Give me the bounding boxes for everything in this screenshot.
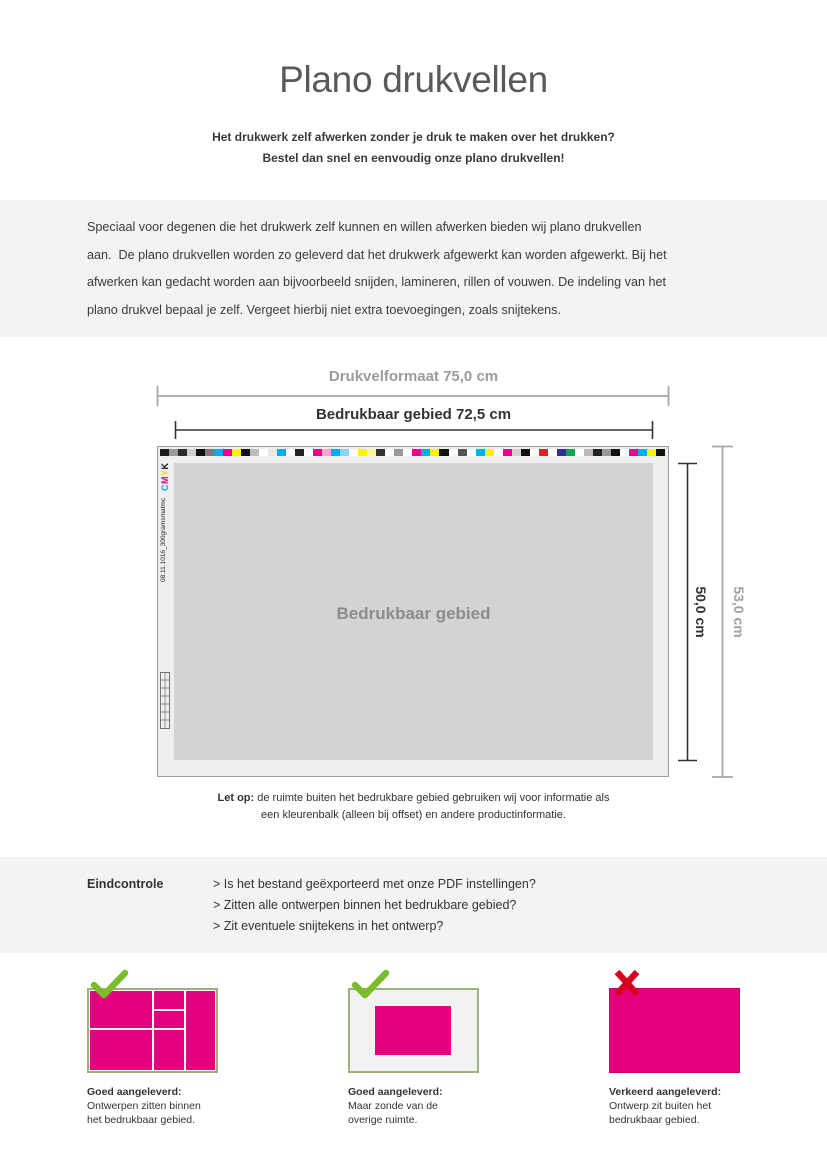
sheet-format-label: Drukvelformaat 75,0 cm xyxy=(328,368,499,385)
intro-line: afwerken kan gedacht worden aan bijvoorbeeld snijden, lamineren, rillen of vouwen. De indeling van het xyxy=(87,275,666,290)
design-block xyxy=(375,1006,451,1055)
cmyk-letter-m: M xyxy=(160,476,170,484)
printable-area-label: Bedrukbaar gebied xyxy=(336,603,491,623)
design-block xyxy=(186,991,215,1070)
checklist-item: > Zit eventuele snijtekens in het ontwerp? xyxy=(213,919,444,933)
color-swatch xyxy=(503,449,512,456)
note-label: Let op: xyxy=(217,792,255,804)
color-swatch xyxy=(620,449,629,456)
color-swatch xyxy=(512,449,521,456)
color-swatch xyxy=(584,449,593,456)
caption-title: Goed aangeleverd: xyxy=(87,1086,182,1098)
caption-title: Goed aangeleverd: xyxy=(348,1086,443,1098)
design-block xyxy=(154,1030,184,1070)
example-caption xyxy=(609,1085,721,1127)
status-icon xyxy=(611,967,643,1004)
cmyk-label xyxy=(160,463,170,491)
status-icon xyxy=(89,968,129,1005)
color-swatch xyxy=(548,449,557,456)
color-swatch xyxy=(467,449,476,456)
color-swatch xyxy=(638,449,647,456)
color-swatch xyxy=(557,449,566,456)
color-swatch xyxy=(313,449,322,456)
color-swatch xyxy=(421,449,430,456)
color-swatch xyxy=(223,449,232,456)
design-block xyxy=(90,1030,152,1070)
checkmark-icon xyxy=(89,968,129,1000)
color-swatch xyxy=(485,449,494,456)
color-swatch xyxy=(539,449,548,456)
color-swatch xyxy=(295,449,304,456)
intro-line: aan. De plano drukvellen worden zo geleverd dat het drukwerk afgewerkt kan worden afgewerkt. Bij het xyxy=(87,247,667,262)
color-swatch xyxy=(367,449,376,456)
intro-line: plano drukvel bepaal je zelf. Vergeet hierbij niet extra toevoegingen, zoals snijtekens. xyxy=(87,303,561,318)
color-swatch xyxy=(385,449,394,456)
color-swatch xyxy=(575,449,584,456)
note-line xyxy=(0,790,827,807)
color-swatch xyxy=(349,449,358,456)
printable-width-label: Bedrukbaar gebied 72,5 cm xyxy=(315,406,512,423)
color-swatch xyxy=(449,449,458,456)
intro-line: Speciaal voor degenen die het drukwerk zelf kunnen en willen afwerken bieden wij plano drukvellen xyxy=(87,220,642,234)
color-swatch xyxy=(430,449,439,456)
sheet-height-label: 53,0 cm xyxy=(731,586,747,638)
color-swatch xyxy=(647,449,656,456)
color-swatch xyxy=(439,449,448,456)
page-subtitle xyxy=(0,127,827,169)
color-swatch xyxy=(340,449,349,456)
color-swatch xyxy=(286,449,295,456)
color-swatch xyxy=(593,449,602,456)
checklist-items xyxy=(213,874,536,937)
color-swatch xyxy=(566,449,575,456)
color-swatch xyxy=(259,449,268,456)
subtitle-line: Bestel dan snel en eenvoudig onze plano drukvellen! xyxy=(262,151,565,165)
sheet-code-label: 08.11.1016_300gramsmatmc xyxy=(160,497,167,582)
color-swatch xyxy=(241,449,250,456)
note-text: de ruimte buiten het bedrukbare gebied gebruiken wij voor informatie als xyxy=(257,792,610,804)
color-swatch xyxy=(160,449,169,456)
color-swatch xyxy=(214,449,223,456)
sheet-width-dimension xyxy=(158,386,669,406)
color-swatch xyxy=(187,449,196,456)
caption-line: overige ruimte. xyxy=(348,1114,418,1126)
subtitle-line: Het drukwerk zelf afwerken zonder je druk te maken over het drukken? xyxy=(212,130,615,144)
page-title: Plano drukvellen xyxy=(279,59,548,100)
design-block xyxy=(154,1011,184,1028)
printable-area xyxy=(174,463,653,760)
color-swatch xyxy=(178,449,187,456)
note-line: een kleurenbalk (alleen bij offset) en andere productinformatie. xyxy=(261,809,566,821)
checklist-section xyxy=(0,857,827,953)
caption-line: Maar zonde van de xyxy=(348,1100,438,1112)
color-swatch xyxy=(250,449,259,456)
color-swatch xyxy=(268,449,277,456)
status-icon xyxy=(350,968,390,1005)
color-swatch xyxy=(412,449,421,456)
color-swatch xyxy=(394,449,403,456)
color-swatch xyxy=(494,449,503,456)
design-block xyxy=(154,991,184,1009)
register-marks-icon xyxy=(160,672,170,729)
example-caption xyxy=(87,1085,201,1127)
cmyk-letter-c: C xyxy=(160,484,170,491)
color-swatch xyxy=(304,449,313,456)
color-swatch xyxy=(602,449,611,456)
caption-line: Ontwerpen zitten binnen xyxy=(87,1100,201,1112)
color-swatch xyxy=(277,449,286,456)
color-swatch xyxy=(169,449,178,456)
checkmark-icon xyxy=(350,968,390,1000)
intro-section xyxy=(0,200,827,337)
color-swatch xyxy=(403,449,412,456)
color-swatch xyxy=(458,449,467,456)
print-sheet xyxy=(157,446,669,777)
color-swatch xyxy=(331,449,340,456)
cmyk-letter-y: Y xyxy=(160,469,170,476)
checklist-item: > Zitten alle ontwerpen binnen het bedrukbare gebied? xyxy=(213,898,517,912)
caption-title: Verkeerd aangeleverd: xyxy=(609,1086,722,1098)
caption-line: bedrukbaar gebied. xyxy=(609,1114,700,1126)
color-swatch xyxy=(629,449,638,456)
color-swatch xyxy=(322,449,331,456)
cmyk-letter-k: K xyxy=(160,462,170,470)
color-swatch xyxy=(376,449,385,456)
color-swatch xyxy=(196,449,205,456)
color-swatch xyxy=(656,449,665,456)
caption-line: het bedrukbaar gebied. xyxy=(87,1114,195,1126)
color-swatch xyxy=(232,449,241,456)
color-swatch xyxy=(521,449,530,456)
example-caption xyxy=(348,1085,443,1127)
color-swatch xyxy=(530,449,539,456)
diagram-note xyxy=(0,790,827,824)
intro-paragraph xyxy=(87,214,667,325)
color-swatch xyxy=(205,449,214,456)
cross-icon xyxy=(611,967,643,999)
color-swatch xyxy=(611,449,620,456)
caption-line: Ontwerp zit buiten het xyxy=(609,1100,712,1112)
color-swatch xyxy=(476,449,485,456)
checklist-item: > Is het bestand geëxporteerd met onze PDF instellingen? xyxy=(213,877,536,891)
color-swatch xyxy=(358,449,367,456)
color-bar xyxy=(160,449,665,456)
checklist-title: Eindcontrole xyxy=(87,877,164,891)
printable-height-label: 50,0 cm xyxy=(693,586,709,638)
